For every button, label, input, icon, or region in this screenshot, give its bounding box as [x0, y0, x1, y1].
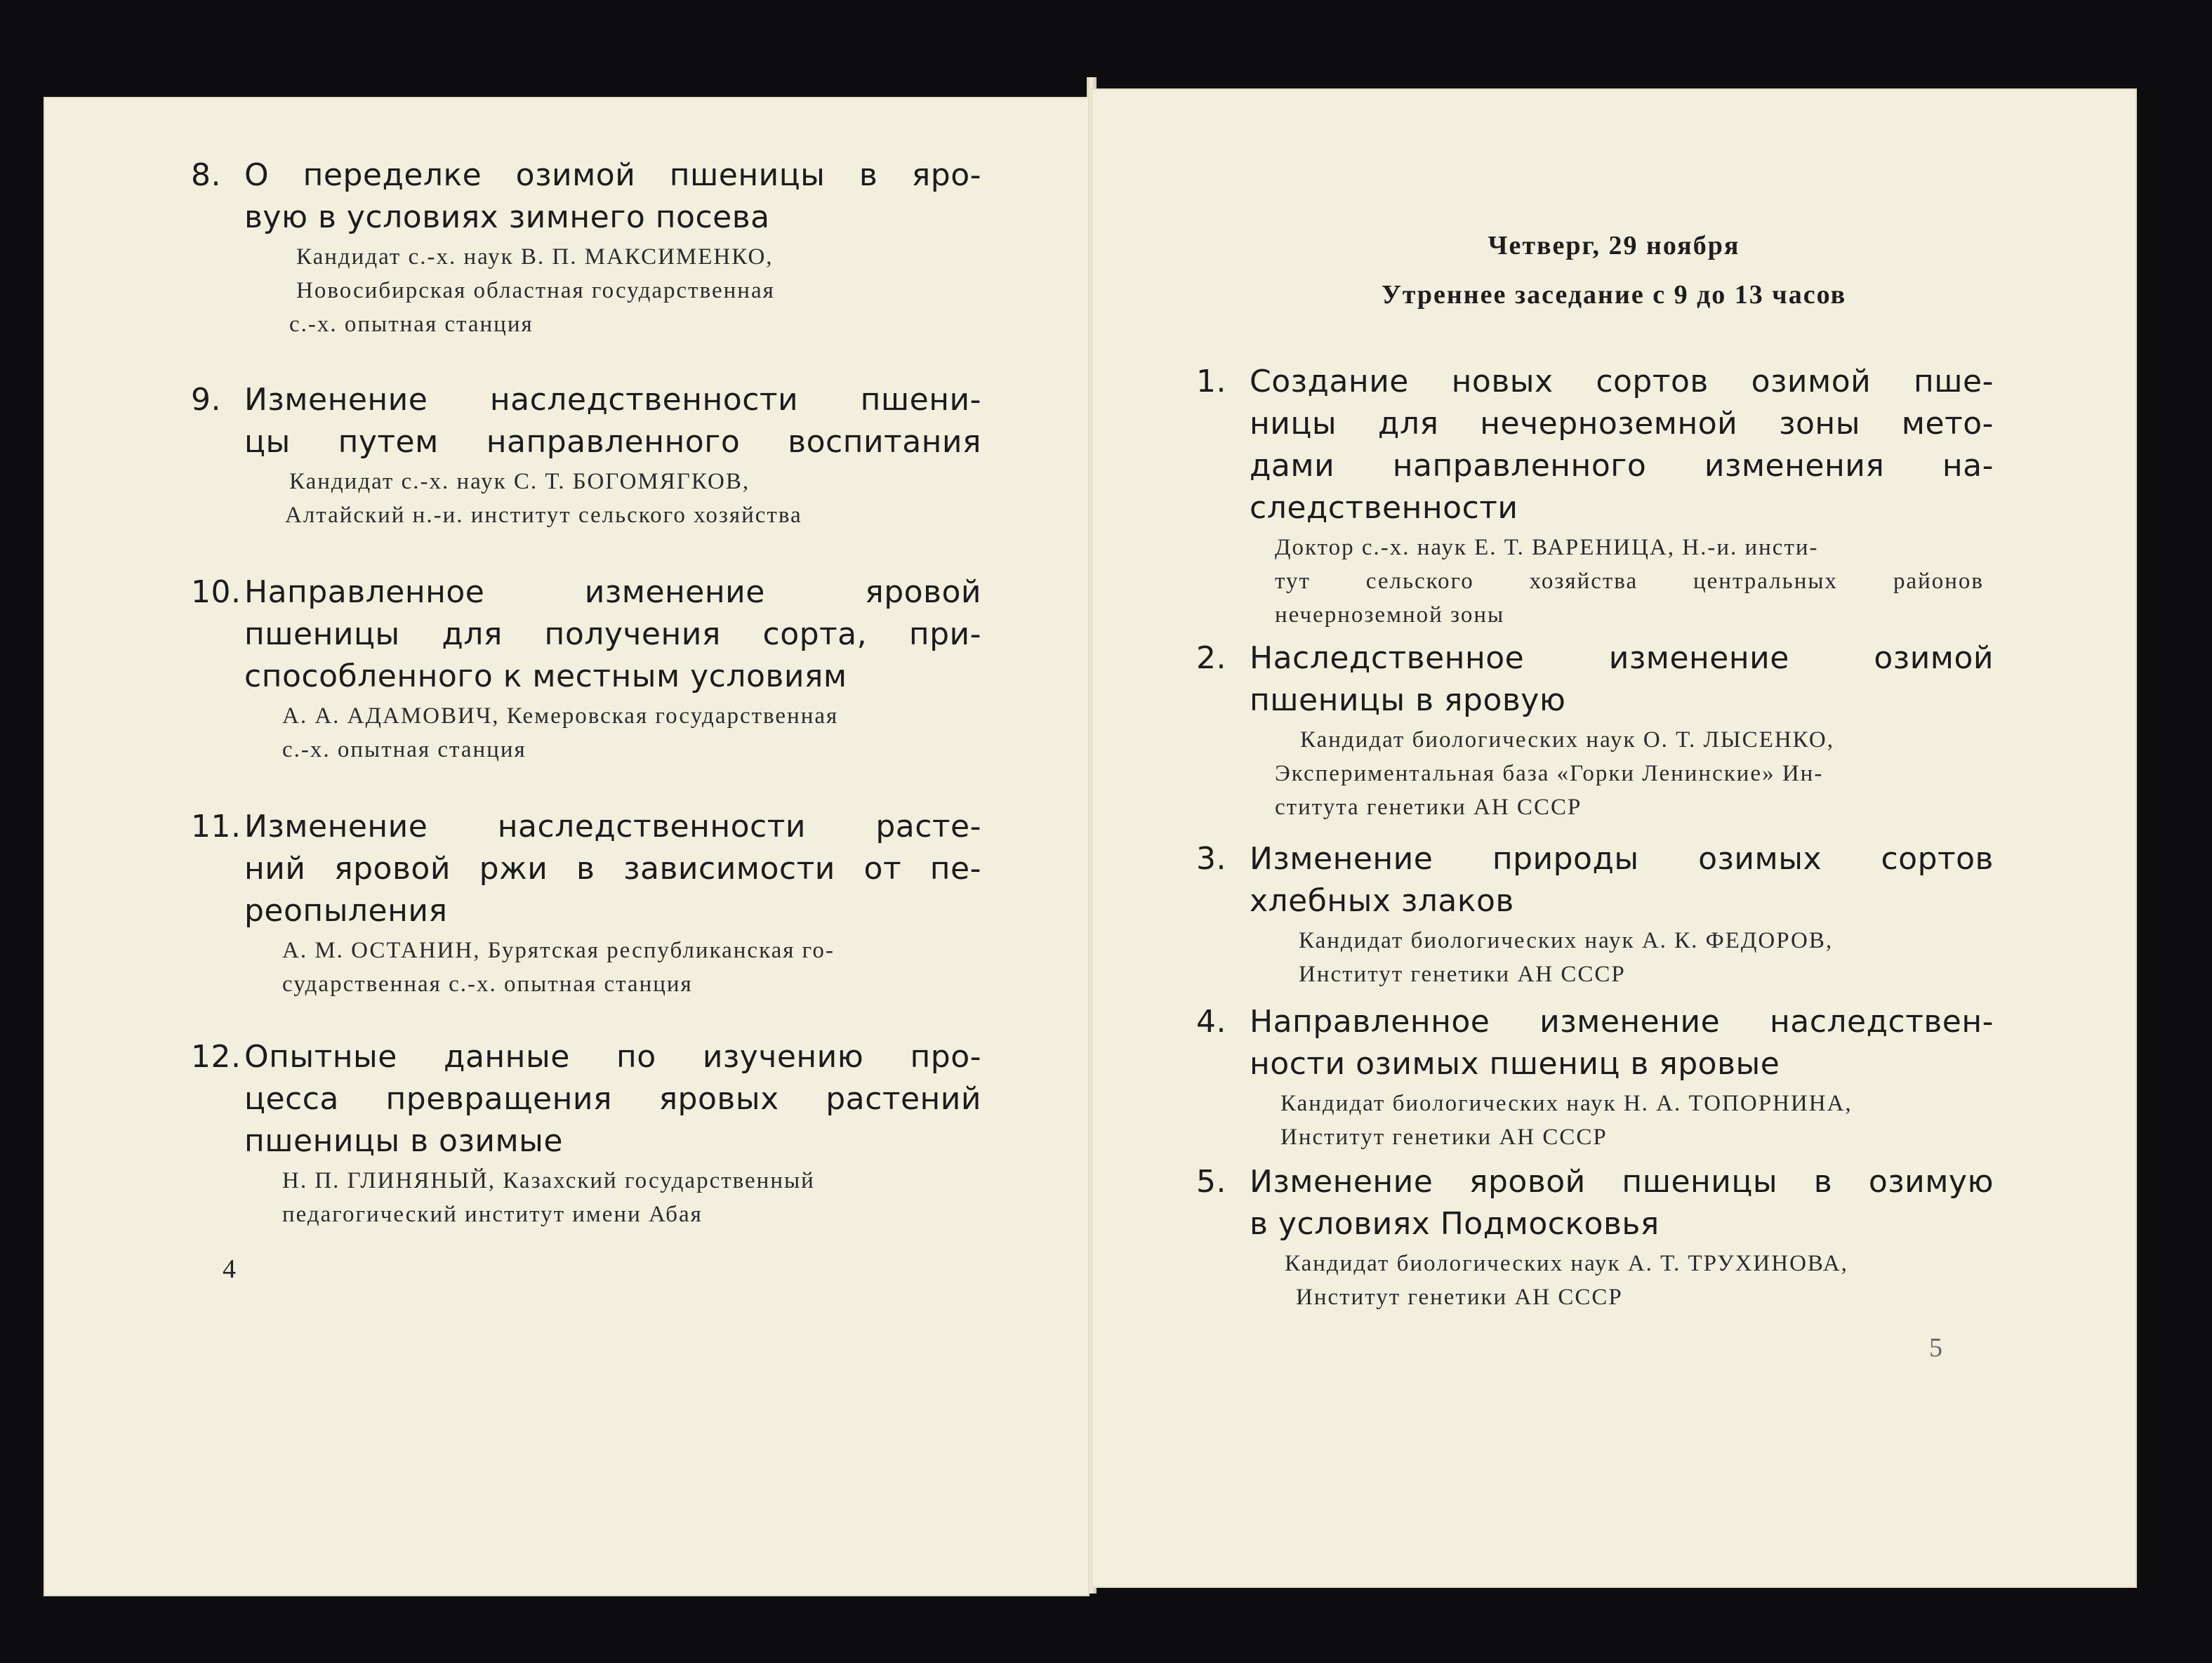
- author-line: Институт генетики АН СССР: [1299, 962, 1626, 987]
- item-title-line: вую в условиях зимнего посева: [244, 199, 770, 235]
- author-line: педагогический институт имени Абая: [282, 1202, 703, 1227]
- author-line: Новосибирская областная государственная: [296, 278, 775, 303]
- item-title-line: Изменение природы озимых сортов: [1250, 841, 1994, 877]
- program-item: [191, 571, 1033, 767]
- right-page: [1091, 88, 2137, 1588]
- item-title-line: Изменение наследственности пшени-: [244, 382, 981, 418]
- item-author: [1299, 924, 1987, 991]
- author-line: Кандидат с.-х. наук В. П. МАКСИМЕНКО,: [296, 244, 774, 270]
- author-line: Кандидат биологических наук О. Т. ЛЫСЕНКО,: [1300, 727, 1834, 753]
- author-line: Алтайский н.-и. институт сельского хозяйства: [285, 503, 802, 528]
- item-title-line: Опытные данные по изучению про-: [244, 1039, 981, 1075]
- program-item: [1196, 838, 2039, 991]
- item-title-line: Изменение наследственности расте-: [244, 809, 981, 844]
- item-number: 12.: [191, 1039, 241, 1075]
- item-author: [282, 1164, 977, 1231]
- item-number: 8.: [191, 157, 221, 193]
- author-line: с.-х. опытная станция: [282, 737, 526, 762]
- author-line: Кандидат биологических наук А. Т. ТРУХИНОВА,: [1285, 1251, 1848, 1276]
- author-line: А. М. ОСТАНИН, Бурятская республиканская го-: [282, 938, 835, 963]
- item-title-line: способленного к местным условиям: [244, 658, 847, 694]
- item-number: 3.: [1196, 841, 1226, 877]
- item-title-line: пшеницы для получения сорта, при-: [244, 616, 981, 652]
- item-title-line: в условиях Подмосковья: [1250, 1206, 1660, 1242]
- item-number: 5.: [1196, 1164, 1226, 1200]
- author-line: ститута генетики АН СССР: [1275, 795, 1582, 820]
- item-number: 2.: [1196, 640, 1226, 676]
- item-author: [1280, 1087, 1982, 1154]
- item-author: [1285, 1247, 1987, 1314]
- item-author: [1275, 531, 1984, 632]
- item-title-line: Создание новых сортов озимой пше-: [1250, 364, 1994, 399]
- author-line: с.-х. опытная станция: [289, 312, 534, 337]
- item-title-line: дами направленного изменения на-: [1250, 448, 1994, 484]
- author-line: сударственная с.-х. опытная станция: [282, 972, 693, 997]
- program-item: [1196, 637, 2039, 824]
- item-author: [282, 934, 977, 1001]
- program-item: [1196, 1001, 2039, 1154]
- program-item: [191, 1036, 1033, 1231]
- program-item: [1196, 361, 2039, 632]
- item-title-line: ницы для нечерноземной зоны мето-: [1250, 406, 1994, 442]
- item-number: 1.: [1196, 364, 1226, 399]
- author-line: нечерноземной зоны: [1275, 602, 1505, 628]
- item-title-line: пшеницы в озимые: [244, 1123, 563, 1159]
- item-title-line: хлебных злаков: [1250, 883, 1514, 919]
- day-heading: Четверг, 29 ноября: [1488, 231, 1740, 260]
- item-author: [289, 240, 907, 341]
- author-line: Кандидат биологических наук Н. А. ТОПОРНИНА,: [1280, 1091, 1853, 1116]
- item-title-line: следственности: [1250, 490, 1518, 526]
- item-author: [1275, 723, 1984, 824]
- item-title: [191, 154, 1033, 197]
- author-line: Институт генетики АН СССР: [1280, 1125, 1608, 1150]
- program-item: [191, 379, 1033, 532]
- item-number: 9.: [191, 382, 221, 418]
- item-number: 4.: [1196, 1004, 1226, 1040]
- item-title-line: пшеницы в яровую: [1250, 682, 1566, 718]
- author-line: А. А. АДАМОВИЧ, Кемеровская государственная: [282, 703, 839, 729]
- left-page: [44, 97, 1090, 1596]
- item-title-line: О переделке озимой пшеницы в яро-: [244, 157, 981, 193]
- item-title-line: цесса превращения яровых растений: [244, 1081, 981, 1117]
- item-author: [285, 465, 935, 532]
- item-title-line: реопыления: [244, 893, 448, 929]
- author-line: Институт генетики АН СССР: [1296, 1285, 1623, 1310]
- page-number: 4: [223, 1254, 236, 1284]
- author-line: тут сельского хозяйства центральных районов: [1275, 569, 1984, 594]
- author-line: Кандидат с.-х. наук С. Т. БОГОМЯГКОВ,: [289, 469, 750, 494]
- item-author: [282, 699, 977, 767]
- item-title-line: Направленное изменение яровой: [244, 574, 981, 610]
- item-title-line: Направленное изменение наследствен-: [1250, 1004, 1994, 1040]
- author-line: Н. П. ГЛИНЯНЫЙ, Казахский государственный: [282, 1168, 815, 1193]
- item-title-line: цы путем направленного воспитания: [244, 424, 981, 460]
- item-title-line: Наследственное изменение озимой: [1250, 640, 1994, 676]
- author-line: Экспериментальная база «Горки Ленинские» Ин-: [1275, 761, 1824, 786]
- session-heading: Утреннее заседание с 9 до 13 часов: [1381, 280, 1847, 310]
- item-title-line: ности озимых пшениц в яровые: [1250, 1046, 1780, 1082]
- program-item: [191, 154, 1033, 341]
- page-number: 5: [1929, 1333, 1942, 1363]
- program-item: [1196, 1161, 2039, 1314]
- author-line: Доктор с.-х. наук Е. Т. ВАРЕНИЦА, Н.-и. инсти-: [1275, 535, 1819, 560]
- item-title-line: ний яровой ржи в зависимости от пе-: [244, 851, 981, 887]
- item-number: 11.: [191, 809, 241, 844]
- author-line: Кандидат биологических наук А. К. ФЕДОРОВ,: [1299, 928, 1834, 953]
- item-number: 10.: [191, 574, 241, 610]
- item-title-line: Изменение яровой пшеницы в озимую: [1250, 1164, 1994, 1200]
- program-item: [191, 806, 1033, 1001]
